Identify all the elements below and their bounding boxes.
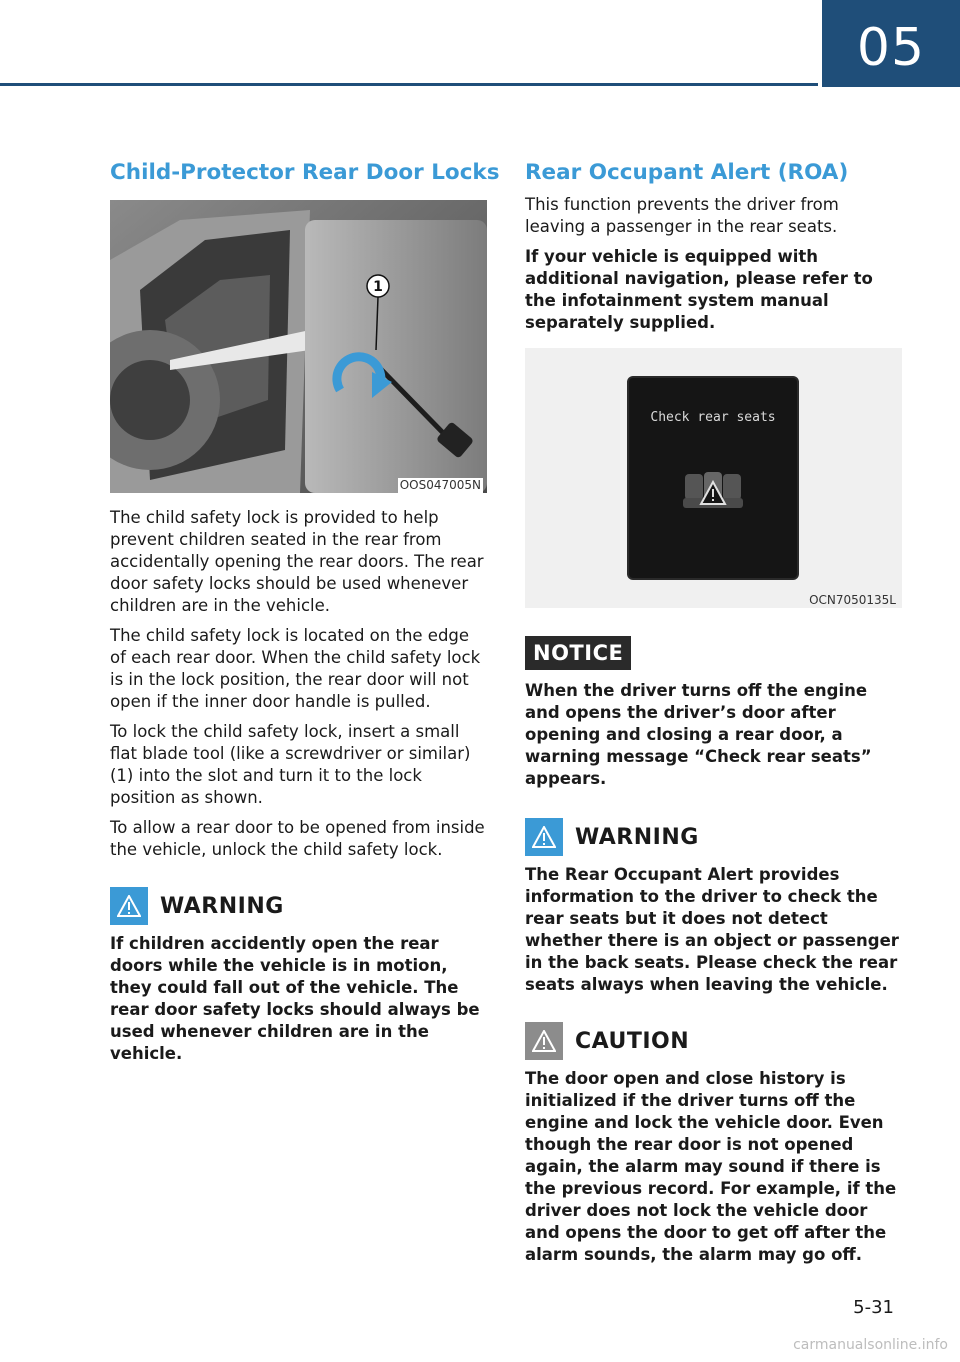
callout-number: 1	[373, 279, 383, 295]
child-lock-title: Child-Protector Rear Door Locks	[110, 160, 500, 185]
paragraph: The child safety lock is located on the edge of each rear door. When the child safety lock is in the lock position, the rear door will not open if the inner door handle is pulled.	[110, 626, 481, 711]
left-column	[110, 158, 500, 1073]
warning-title: WARNING	[160, 893, 284, 919]
watermark: carmanualsonline.info	[793, 1337, 948, 1353]
notice-text: When the driver turns off the engine and opens the driver’s door after opening and closing a rear door, a warning message “Check rear seats” appears.	[525, 681, 872, 788]
warning-title: WARNING	[575, 824, 699, 850]
warning-heading	[110, 887, 488, 925]
caution-title: CAUTION	[575, 1028, 690, 1054]
child-lock-figure	[110, 200, 487, 493]
warning-icon	[110, 887, 148, 925]
warning-icon	[525, 818, 563, 856]
warning-heading	[525, 818, 903, 856]
paragraph: To lock the child safety lock, insert a small flat blade tool (like a screwdriver or similar) (1) into the slot and turn it to the lock position as shown.	[110, 722, 471, 807]
page-number: 5-31	[853, 1297, 894, 1318]
warning-text: The Rear Occupant Alert provides information to the driver to check the rear seats but it does not detect whether there is an object or passenger in the back seats. Please check the rear seats always when leaving the vehicle.	[525, 865, 899, 994]
roa-bold-note: If your vehicle is equipped with additional navigation, please refer to the infotainment system manual separately supplied.	[525, 247, 873, 332]
chapter-number: 05	[856, 18, 926, 78]
roa-figure	[525, 348, 902, 608]
figure-code: OCN7050135L	[809, 593, 896, 607]
cluster-display	[629, 378, 797, 578]
car-door-illustration	[110, 200, 487, 493]
caution-icon	[525, 1022, 563, 1060]
caution-text: The door open and close history is initialized if the driver turns off the engine and lock the vehicle door. Even though the rear door is not opened again, the alarm may sound if there is the previous record. For example, if the driver does not lock the vehicle door and opens the door to get off after the alarm sounds, the alarm may go off.	[525, 1069, 897, 1264]
chapter-tab	[822, 0, 960, 87]
roa-intro: This function prevents the driver from leaving a passenger in the rear seats.	[525, 195, 839, 236]
paragraph: The child safety lock is provided to help prevent children seated in the rear from accidentally opening the rear doors. The rear door safety locks should be used whenever children are in the vehicle.	[110, 508, 484, 615]
caution-heading	[525, 1022, 903, 1060]
paragraph: To allow a rear door to be opened from inside the vehicle, unlock the child safety lock.	[110, 818, 485, 859]
header-rule	[0, 83, 818, 86]
notice-label: NOTICE	[525, 636, 631, 670]
right-column	[525, 158, 903, 1274]
figure-code: OOS047005N	[399, 478, 481, 492]
roa-title: Rear Occupant Alert (ROA)	[525, 160, 849, 185]
rear-seat-icon	[629, 378, 797, 578]
screen-message: Check rear seats	[650, 410, 776, 425]
warning-text: If children accidently open the rear doors while the vehicle is in motion, they could fall out of the vehicle. The rear door safety locks should always be used whenever children are in the vehicle.	[110, 934, 480, 1063]
